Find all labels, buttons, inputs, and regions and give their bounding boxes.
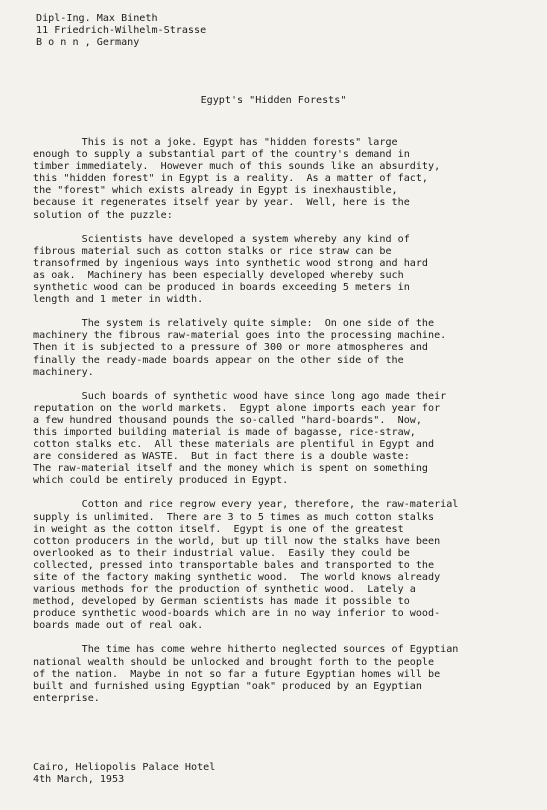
sender-street: 11 Friedrich-Wilhelm-Strasse [36, 25, 207, 37]
paragraph-line: as oak. Machinery has been especially developed whereby such [33, 269, 404, 281]
paragraph [33, 391, 521, 488]
paragraph-line: fibrous material such as cotton stalks or rice straw can be [33, 245, 392, 257]
paragraph-line: length and 1 meter in width. [33, 294, 204, 306]
paragraph-line: method, developed by German scientists has made it possible to [33, 596, 410, 608]
paragraph-line: Such boards of synthetic wood have since long ago made their [33, 390, 447, 402]
paragraph-line: this "hidden forest" in Egypt is a reality. As a matter of fact, [33, 173, 429, 185]
sender-address [36, 13, 296, 49]
paragraph-line: which could be entirely produced in Egypt. [33, 475, 289, 487]
paragraph-line: reputation on the world markets. Egypt alone imports each year for [33, 402, 441, 414]
paragraph-line: Cotton and rice regrow every year, therefore, the raw-material [33, 499, 459, 511]
paragraph-line: a few hundred thousand pounds the so-called "hard-boards". Now, [33, 414, 422, 426]
date-line: 4th March, 1953 [33, 774, 125, 786]
paragraph-line: overlooked as to their industrial value. Easily they could be [33, 547, 410, 559]
paragraph-line: This is not a joke. Egypt has "hidden forests" large [33, 137, 398, 148]
paragraph [33, 234, 521, 307]
paragraph-line: cotton producers in the world, but up till now the stalks have been [33, 535, 441, 547]
paragraph-line: collected, pressed into transportable bales and transported to the [33, 559, 435, 571]
paragraph [33, 499, 521, 632]
paragraph-line: site of the factory making synthetic wood. The world knows already [33, 572, 441, 583]
paragraph-line: national wealth should be unlocked and brought forth to the people [33, 656, 435, 668]
paragraph-line: built and furnished using Egyptian "oak" produced by an Egyptian [33, 680, 422, 692]
paragraph-line: boards made out of real oak. [33, 620, 204, 632]
paragraph-line: various methods for the production of synthetic wood. Lately a [33, 584, 416, 596]
paragraph-line: the "forest" which exists already in Egypt is inexhaustible, [33, 185, 398, 197]
paragraph-line: synthetic wood can be produced in boards exceeding 5 meters in [33, 282, 410, 294]
paragraph-line: The time has come wehre hitherto neglected sources of Egyptian [33, 644, 459, 656]
paragraph-line: solution of the puzzle: [33, 209, 173, 221]
sender-name: Dipl-Ing. Max Bineth [36, 13, 158, 24]
paragraph-line: are considered as WASTE. But in fact there is a double waste: [33, 451, 410, 463]
paragraph-line: enough to supply a substantial part of the country's demand in [33, 149, 410, 161]
paragraph-line: Then it is subjected to a pressure of 300 or more atmospheres and [33, 342, 429, 354]
sender-city: B o n n , Germany [36, 37, 140, 49]
paragraph-line: The raw-material itself and the money which is spent on something [33, 463, 429, 475]
paragraph-line: because it regenerates itself year by year. Well, here is the [33, 197, 410, 209]
paragraph-line: transofrmed by ingenious ways into synthetic wood strong and hard [33, 257, 429, 269]
paragraph [33, 644, 521, 704]
paragraph-line: machinery the fibrous raw-material goes into the processing machine. [33, 330, 447, 342]
paragraph-line: timber immediately. However much of this sounds like an absurdity, [33, 161, 441, 173]
paragraph-line: enterprise. [33, 692, 100, 704]
paragraph-line: The system is relatively quite simple: On one side of the [33, 318, 435, 330]
document-body [33, 137, 521, 717]
paragraph-line: finally the ready-made boards appear on the other side of the [33, 354, 404, 366]
place-line: Cairo, Heliopolis Palace Hotel [33, 762, 216, 773]
place-and-date [33, 762, 293, 786]
paragraph-line: in weight as the cotton itself. Egypt is one of the greatest [33, 523, 404, 535]
paragraph-line: Scientists have developed a system whereby any kind of [33, 233, 410, 245]
paragraph-line: produce synthetic wood-boards which are in no way inferior to wood- [33, 608, 441, 620]
document-title: Egypt's "Hidden Forests" [200, 95, 347, 106]
paragraph [33, 318, 521, 378]
paragraph-line: this imported building material is made of bagasse, rice-straw, [33, 426, 416, 438]
paragraph-line: cotton stalks etc. All these materials are plentiful in Egypt and [33, 439, 435, 451]
paragraph [33, 137, 521, 222]
paragraph-line: machinery. [33, 366, 94, 378]
paragraph-line: supply is unlimited. There are 3 to 5 times as much cotton stalks [33, 511, 435, 523]
paragraph-line: of the nation. Maybe in not so far a future Egyptian homes will be [33, 668, 441, 680]
